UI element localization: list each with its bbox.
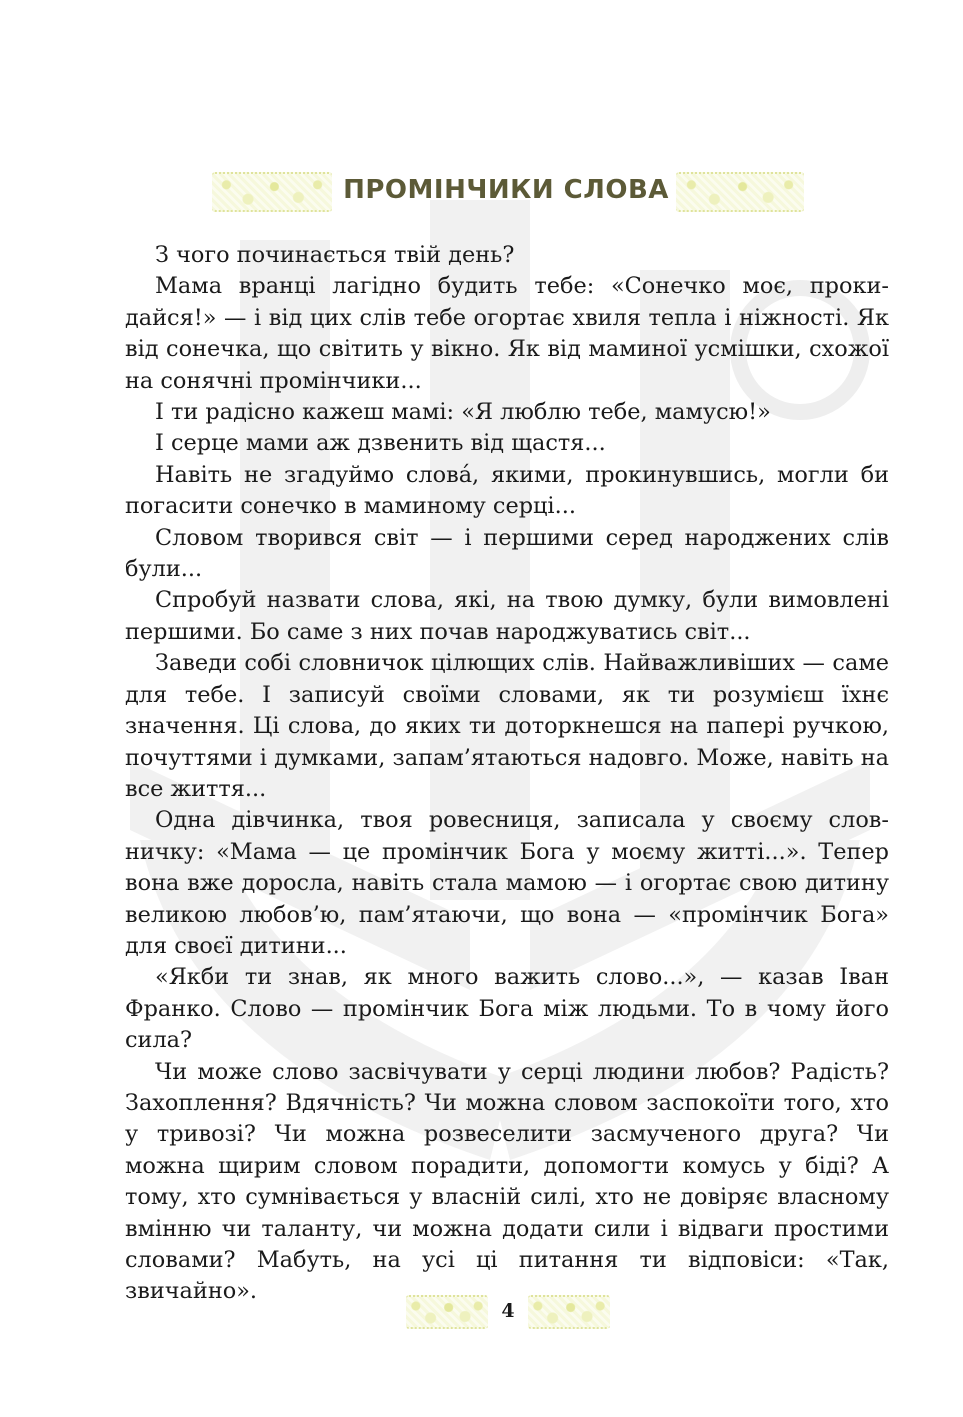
page-number: 4: [501, 1300, 515, 1322]
page-title: ПРОМІНЧИКИ СЛОВА: [343, 175, 669, 205]
page-footer: [406, 1292, 610, 1330]
title-banner: [212, 170, 804, 210]
paragraph: І серце мами аж дзвенить від щастя...: [155, 430, 606, 457]
paragraph: Мама вранці лагідно будить тебе: «Сонечко моє, прокидайся!» — і від цих слів тебе огортає хвиля тепла і ніжності. Як від сонечка, що світить у вікно. Як від маминої усмішки, схожої на сонячні промінчики...: [125, 273, 889, 394]
floral-ornament-right: [676, 172, 804, 212]
body-text: [125, 240, 889, 1308]
floral-ornament-right: [528, 1295, 610, 1329]
paragraph: І ти радісно кажеш мамі: «Я люблю тебе, мамусю!»: [155, 399, 771, 426]
paragraph: З чого починається твій день?: [155, 242, 515, 268]
paragraph: Спробуй назвати слова, які, на твою думку, були вимовлені першими. Бо саме з них почав народжуватись світ...: [125, 587, 889, 645]
paragraph: Чи може слово засвічувати у серці людини любов? Радість? Захоплення? Вдячність? Чи можна словом заспокоїти того, хто у тривозі? Чи можна розвеселити засмученого друга? Чи можна щирим словом порадити, допомогти комусь у біді? А тому, хто сумнівається у власній силі, хто не довіряє власному вмінню чи таланту, чи можна додати сили і відваги простими словами? Мабуть, на усі ці питання ти відповіси: «Так, звичайно».: [125, 1058, 889, 1305]
paragraph: Словом творився світ — і першими серед народжених слів були...: [125, 524, 889, 583]
floral-ornament-left: [406, 1295, 488, 1329]
paragraph: «Якби ти знав, як много важить слово...», — казав Іван Франко. Слово — промінчик Бога між людьми. То в чому його сила?: [125, 964, 889, 1054]
floral-ornament-left: [212, 172, 332, 212]
paragraph: Одна дівчинка, твоя ровесниця, записала у своєму словничку: «Мама — це промінчик Бога у моєму житті...». Тепер вона вже доросла, навіть стала мамою — і огортає свою дитину великою любов’ю, пам’ятаючи, що вона — «промінчик Бога» для своєї дитини...: [125, 807, 889, 959]
paragraph: Заведи собі словничок цілющих слів. Найважливіших — саме для тебе. І записуй своїми словами, як ти розумієш їхнє значення. Ці слова, до яких ти доторкнешся на папері ручкою, почуттями і думками, запам’ятаються надовго. Може, навіть на все життя...: [125, 650, 889, 802]
paragraph: Навіть не згадуймо слова́, якими, прокинувшись, могли би погасити сонечко в маминому серці...: [125, 461, 889, 520]
